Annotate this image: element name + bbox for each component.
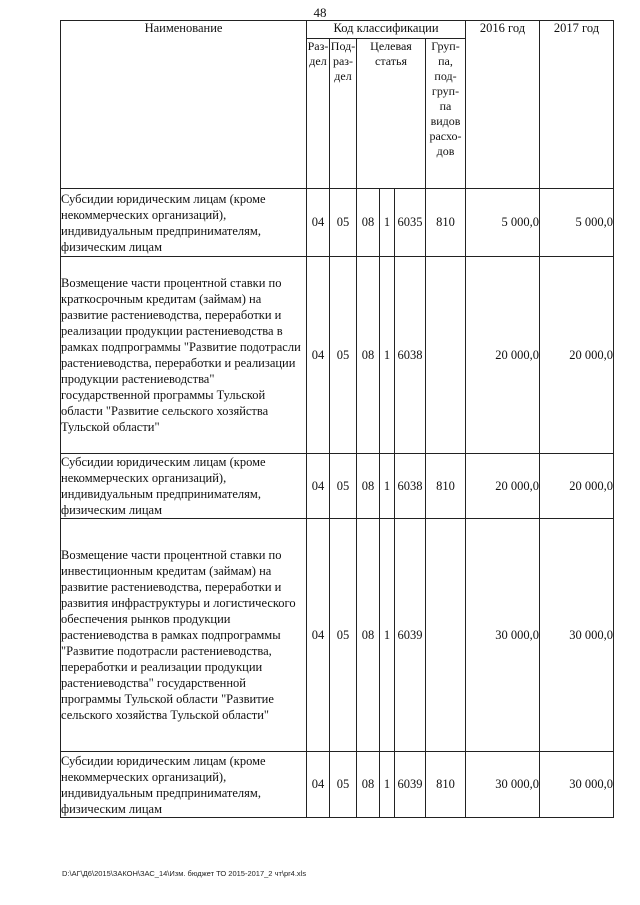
row-amount-2017: 5 000,0 xyxy=(540,189,614,257)
footer-file-path: D:\АГ\Д6\2015\ЗАКОН\ЗАС_14\Изм. бюджет ТО 2015-2017_2 чт\pr4.xls xyxy=(62,869,307,878)
row-podrazdel: 05 xyxy=(330,189,357,257)
row-target-program: 08 xyxy=(357,752,380,818)
row-expense-group xyxy=(426,257,466,454)
row-name: Возмещение части процентной ставки по инвестиционным кредитам (займам) на развитие растениеводства, переработки и развития инфраструктуры и логистического обеспечения рынков продукции растениеводства в рамках подпрограммы "Развитие подотрасли растениеводства, переработки и реализации продукции растениеводства" государственной программы Тульской области "Развитие сельского хозяйства Тульской области" xyxy=(61,519,307,752)
row-target-subprogram: 1 xyxy=(380,519,395,752)
row-target-direction: 6039 xyxy=(395,752,426,818)
row-amount-2016: 30 000,0 xyxy=(466,752,540,818)
table-row xyxy=(61,519,614,752)
row-amount-2017: 30 000,0 xyxy=(540,752,614,818)
row-target-program: 08 xyxy=(357,189,380,257)
header-subsection: Под- раз- дел xyxy=(330,39,357,189)
row-expense-group xyxy=(426,519,466,752)
header-year-2016: 2016 год xyxy=(466,21,540,189)
row-name: Субсидии юридическим лицам (кроме некоммерческих организаций), индивидуальным предпринимателям, физическим лицам xyxy=(61,454,307,519)
row-target-direction: 6035 xyxy=(395,189,426,257)
row-expense-group: 810 xyxy=(426,189,466,257)
row-expense-group: 810 xyxy=(426,752,466,818)
row-podrazdel: 05 xyxy=(330,519,357,752)
row-amount-2016: 20 000,0 xyxy=(466,257,540,454)
row-razdel: 04 xyxy=(307,257,330,454)
header-classification-code: Код классификации xyxy=(307,21,466,39)
header-year-2017: 2017 год xyxy=(540,21,614,189)
row-amount-2016: 5 000,0 xyxy=(466,189,540,257)
header-expense-group: Груп- па, под- груп- па видов расхо- дов xyxy=(426,39,466,189)
header-name: Наименование xyxy=(61,21,307,189)
row-target-subprogram: 1 xyxy=(380,752,395,818)
row-target-direction: 6038 xyxy=(395,257,426,454)
row-amount-2017: 30 000,0 xyxy=(540,519,614,752)
row-name: Субсидии юридическим лицам (кроме некоммерческих организаций), индивидуальным предпринимателям, физическим лицам xyxy=(61,189,307,257)
row-target-program: 08 xyxy=(357,519,380,752)
row-name: Возмещение части процентной ставки по краткосрочным кредитам (займам) на развитие растениеводства, переработки и реализации продукции растениеводства в рамках подпрограммы "Развитие подотрасли растениеводства, переработки и реализации продукции растениеводства" государственной программы Тульской области "Развитие сельского хозяйства Тульской области" xyxy=(61,257,307,454)
row-amount-2017: 20 000,0 xyxy=(540,257,614,454)
row-target-subprogram: 1 xyxy=(380,189,395,257)
row-podrazdel: 05 xyxy=(330,752,357,818)
row-target-subprogram: 1 xyxy=(380,257,395,454)
row-amount-2016: 30 000,0 xyxy=(466,519,540,752)
row-podrazdel: 05 xyxy=(330,257,357,454)
row-target-subprogram: 1 xyxy=(380,454,395,519)
row-razdel: 04 xyxy=(307,189,330,257)
row-amount-2016: 20 000,0 xyxy=(466,454,540,519)
budget-table xyxy=(60,20,614,818)
row-target-direction: 6039 xyxy=(395,519,426,752)
row-target-program: 08 xyxy=(357,257,380,454)
row-razdel: 04 xyxy=(307,454,330,519)
row-target-program: 08 xyxy=(357,454,380,519)
row-razdel: 04 xyxy=(307,752,330,818)
header-section: Раз- дел xyxy=(307,39,330,189)
table-row xyxy=(61,454,614,519)
row-amount-2017: 20 000,0 xyxy=(540,454,614,519)
page-number: 48 xyxy=(313,5,327,20)
table-row xyxy=(61,752,614,818)
table-row xyxy=(61,189,614,257)
header-target-article: Целевая статья xyxy=(357,39,426,189)
row-name: Субсидии юридическим лицам (кроме некоммерческих организаций), индивидуальным предпринимателям, физическим лицам xyxy=(61,752,307,818)
row-podrazdel: 05 xyxy=(330,454,357,519)
row-expense-group: 810 xyxy=(426,454,466,519)
row-razdel: 04 xyxy=(307,519,330,752)
table-row xyxy=(61,257,614,454)
row-target-direction: 6038 xyxy=(395,454,426,519)
